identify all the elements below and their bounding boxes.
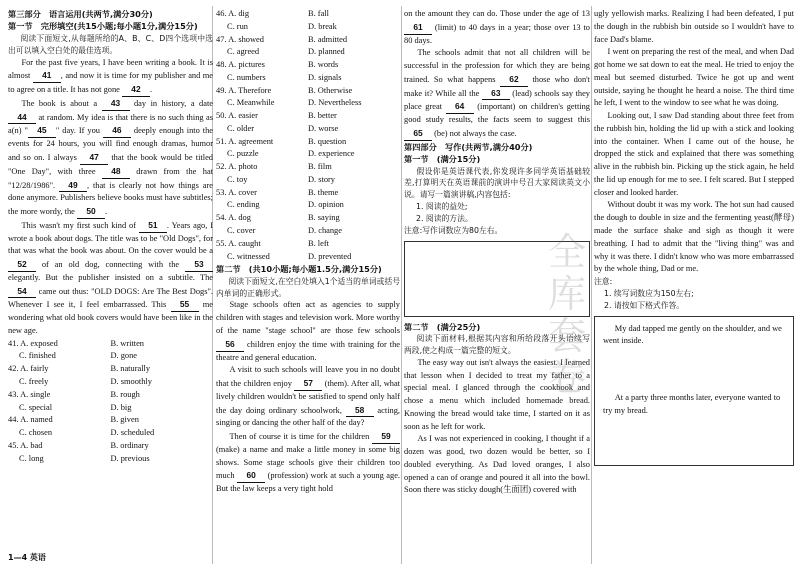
cloze-paragraph-3: This wasn't my first such kind of 51 . Years ago, I wrote a book about dogs. The title was to be "Old Dogs", for that was what the book was about. On the cover would be a 52 of an old dog, connecting with the 53 elegantly. But the publisher insisted on a subtitle. The 54 came out thus: "OLD DOGS: Are The Best Dogs". Whenever I see it, I feel embarrassed. This 55 me wondering what old book covers would have been like in the new age. [8,219,213,335]
option-right: D. signals [308,72,342,82]
option-row [216,212,400,225]
writing-point-2: 2. 阅读的方法。 [416,213,473,223]
blank-63: 63 [482,87,510,101]
option-right: B. Otherwise [308,85,353,95]
writing-prompt: 假设你是英语课代表,你发现许多同学英语基础较差,打算明天在英语课前的演讲中号召大家阅读英文小说。请写一篇演讲稿,内容包括: [404,166,590,200]
continuation-opening-2: At a party three months later, everyone wanted to try my bread. [603,393,781,415]
option-left: C. agreed [227,47,260,57]
option-right: B. film [308,162,332,172]
story-paragraph-3: I went on preparing the rest of the meal, and when Dad got home we sat down to eat the meal. He tried to enjoy the meal but seemed disturbed. Twice he got up and went outside, saying he thought he heard a noise. The third time he left, I went to the window to see what he was doing. [594,47,794,108]
column-divider-2 [401,6,402,564]
option-row [216,46,400,59]
option-left: C. toy [227,174,248,184]
option-right: B. question [308,136,347,146]
option-row [216,123,400,136]
grammar-fill-instructions: 阅读下面短文,在空白处填入1个适当的单词或括号内单词的正确形式。 [216,276,400,298]
grammar-paragraph-4: The schools admit that not all children will be successful in the profession for which they are being trained. So what happens 62 those who don't make it? While all the 63 (lead) schools say they place great 64 (important) on children's getting good study results, the facts seem to suggest this 65 (be) not always the case. [404,47,590,140]
cloze-title: 第一节 完形填空(共15小题;每小题1分,满分15分) [8,21,198,32]
option-row [216,225,400,238]
story-paragraph-5: Without doubt it was my work. The hot sun had caused the dough to double in size and the fermenting yeast(酵母) made the surface shake and sigh as though it were breathing. I had to admit that the "living thing" was and why it was there. I didn't know who was more embarrassed by the whole thing, Dad or me. [594,200,794,274]
page-footer: 1—4 英语 [8,552,46,562]
continuation-instructions: 阅读下面材料,根据其内容和所给段落开头语续写两段,使之构成一篇完整的短文。 [404,334,590,355]
option-row [216,199,400,212]
option-row: C. finished D. gone [19,351,138,361]
blank-57: 57 [294,377,322,391]
option-right: B. better [308,111,337,121]
option-left: 54. A. dog [216,213,251,223]
blank-51: 51 [139,219,167,233]
blank-56: 56 [216,338,244,352]
blank-47: 47 [80,151,108,165]
option-row: C. freely D. smoothly [19,377,152,386]
blank-64: 64 [446,100,474,114]
option-right: B. admitted [308,34,348,44]
column-2 [216,8,400,496]
option-left: C. older [227,123,254,133]
blank-45: 45 [28,124,56,138]
section-four-title: 第四部分 写作(共两节,满分40分) [404,141,533,152]
grammar-paragraph-1: Stage schools often act as agencies to supply children with stages and television work. More worthy of the name "stage school" are those few schools 56 children enjoy the time with training for the theatre and general education. [216,300,400,362]
option-right: B. fall [308,9,329,18]
writing-note: 注意:写作词数应为80左右。 [404,225,503,235]
option-right: B. left [308,238,329,248]
continuation-opening-1: My dad tapped me gently on the shoulder, and we went inside. [603,323,782,346]
blank-53: 53 [185,258,213,272]
option-right: D. experience [308,149,355,159]
option-left: C. run [227,21,248,31]
option-left: 46. A. dig [216,9,250,18]
option-row [216,148,400,161]
option-row: C. special D. big [19,402,132,412]
option-row [216,8,400,21]
option-right: D. Nevertheless [308,98,362,108]
column-1 [8,8,213,465]
blank-44: 44 [8,111,36,125]
option-row [216,34,400,47]
option-right: D. prevented [308,251,352,261]
option-left: 50. A. easier [216,111,258,121]
story-paragraph-4: Looking out, I saw Dad standing about three feet from the rubbish bin, holding the lid up with a stick and looking into the container. When I came out of the house, he dropped the stick and explained that there was something alive in the rubbish bin. Picking up the stick again, he held the lid up enough for me to see. I felt scared. But I stepped closer and looked harder. [594,111,794,197]
note-1: 1. 续写词数应为150左右; [604,288,694,298]
option-row [216,251,400,264]
option-left: C. numbers [227,72,266,82]
blank-58: 58 [346,404,374,418]
option-right: D. story [308,174,335,184]
option-row [216,110,400,123]
story-paragraph-1: The easy way out isn't always the easiest. I learned that lesson when I decided to treat my father to a special meal. I glanced through the cookbook and chose a menu which included homemade bread. Knowing the bread would take time, I started on it as soon as he left for work. [404,357,590,431]
blank-50: 50 [77,205,105,219]
blank-54: 54 [8,285,36,299]
blank-42: 42 [122,83,150,97]
option-row [216,174,400,187]
option-row [216,97,400,110]
story-paragraph-2: As I was not experienced in cooking, I thought if a dozen was good, two dozen would be better, so I doubled everything. As Dad loved oranges, I also opened a can of orange and poured it all into the bowl. Soon there was sticky dough(生面团) covered with [404,434,590,495]
grammar-fill-title: 第二节 (共10小题;每小题1.5分,满分15分) [216,264,382,275]
blank-48: 48 [102,165,130,179]
option-right: D. opinion [308,200,344,210]
option-row: 43. A. single B. rough [8,389,140,399]
option-row: 44. A. named B. given [8,415,139,425]
option-right: D. break [308,21,337,31]
story-paragraph-2-cont: ugly yellowish marks. Realizing I had been defeated, I put the dough in the rubbish bin outside so I wouldn't have to face Dad's blame. [594,9,794,44]
option-left: 53. A. cover [216,187,257,197]
blank-46: 46 [103,124,131,138]
option-row [216,59,400,72]
option-row: 41. A. exposed B. written [8,338,144,348]
blank-59: 59 [372,430,400,444]
option-right: D. worse [308,123,339,133]
option-row [216,161,400,174]
blank-41: 41 [33,69,61,83]
blank-55: 55 [171,298,199,312]
option-left: 55. A. caught [216,238,261,248]
option-row [216,187,400,200]
blank-65: 65 [404,127,432,141]
option-row: 42. A. fairly B. naturally [8,364,151,374]
note-label: 注意: [594,277,613,287]
blank-60: 60 [237,469,265,483]
option-right: B. words [308,60,339,70]
blank-62: 62 [500,73,528,87]
blank-43: 43 [102,97,130,111]
option-left: C. ending [227,200,260,210]
option-right: D. change [308,226,342,236]
option-left: 52. A. photo [216,162,258,172]
watermark: 全 库 套 卷 [548,230,587,400]
option-left: C. cover [227,226,256,236]
blank-52: 52 [8,258,36,272]
grammar-paragraph-3: Then of course it is time for the children 59 (make) a name and make a little money in some big shows. Some stage schools give their children too much 60 (profession) work at such a young age. But the law keeps a very tight hold [216,431,400,494]
option-row [216,238,400,251]
blank-61: 61 [404,21,432,35]
options-46-55 [216,8,400,263]
option-left: 48. A. pictures [216,60,265,70]
option-left: 51. A. agreement [216,136,274,146]
option-left: 47. A. showed [216,34,264,44]
option-row: 45. A. bad B. ordinary [8,440,149,450]
blank-49: 49 [59,179,87,193]
option-right: B. theme [308,187,339,197]
option-left: 49. A. Therefore [216,85,272,95]
option-right: B. saying [308,213,340,223]
cloze-paragraph-2: The book is about a 43 day in history, a date 44 at random. My idea is that there is no such thing as a(n) " 45 " day. If you 46 deeply enough into the events for 24 hours, you will find enough dramas, humor and so on. I always 47 that the book would be titled "One Day", with three 48 drawn from the hat "12/28/1986". 49 , that is clearly not how things are done anymore. Publishers believe books must have subtitles; the more wordy, the 50 . [8,97,213,219]
option-row [216,136,400,149]
option-row [216,85,400,98]
cloze-instructions: 阅读下面短文,从每题所给的A、B、C、D四个选项中选出可以填入空白处的最佳选项。 [8,33,213,55]
option-left: C. puzzle [227,149,259,159]
option-row: C. long D. previous [19,453,150,463]
column-4 [594,8,794,466]
option-left: C. witnessed [227,251,270,261]
option-row: C. chosen D. scheduled [19,428,155,438]
grammar-paragraph-3-cont: on the amount they can do. Those under the age of 13 61 (limit) to 40 days in a year; those over 13 to 80 days. [404,9,590,45]
option-row [216,21,400,34]
continuation-answer-box[interactable] [594,316,794,466]
writing-part-2-title: 第二节 (满分25分) [404,321,481,332]
option-row [216,72,400,85]
section-three-title: 第三部分 语言运用(共两节,满分30分) [8,9,153,19]
writing-point-1: 1. 阅读的益处; [416,202,468,212]
note-2: 2. 请按如下格式作答。 [604,300,685,310]
option-right: D. planned [308,47,345,57]
writing-part-1-title: 第一节 (满分15分) [404,154,481,165]
option-left: C. Meanwhile [227,98,275,108]
grammar-paragraph-2: A visit to such schools will leave you in no doubt that the children enjoy 57 (them). After all, what lively children wouldn't be satisfied to spend only half the day doing ordinary schoolwork, 58 acting, singing or dancing the other half of the day? [216,365,400,428]
cloze-paragraph-1: For the past five years, I have been writing a book. It is almost 41 , and now it is time for my publisher and me to agree on a title. It has not gone 42 . [8,57,213,97]
